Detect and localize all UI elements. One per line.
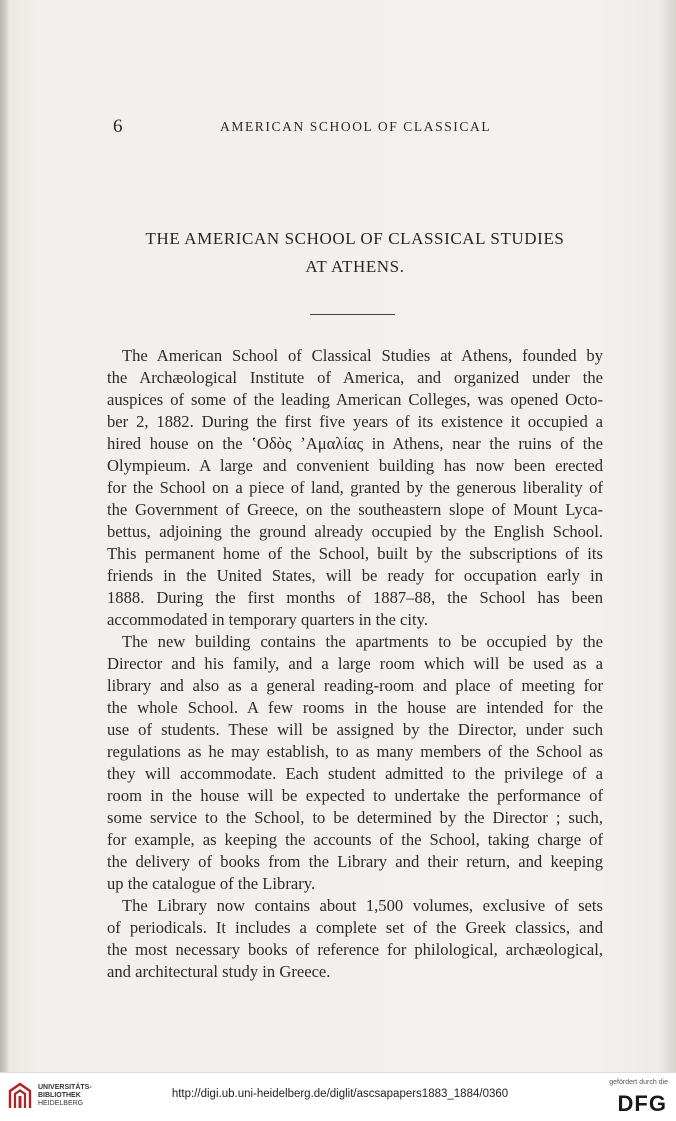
- dfg-logo: DFG: [617, 1091, 667, 1116]
- text-line: bettus, adjoining the ground already occupied by the English School.: [107, 522, 603, 541]
- text-line: up the catalogue of the Library.: [107, 874, 316, 893]
- text-line: The new building contains the apartments to be occupied by the: [122, 632, 603, 651]
- text-line: The American School of Classical Studies at Athens, founded by: [122, 346, 603, 365]
- text-line: Olympieum. A large and convenient building has now been erected: [107, 456, 603, 475]
- library-name-line: HEIDELBERG: [38, 1100, 84, 1107]
- text-line: accommodated in temporary quarters in the city.: [107, 610, 429, 629]
- text-line: for the School on a piece of land, granted by the generous liberality of: [107, 478, 603, 497]
- text-line: the whole School. A few rooms in the house are intended for the: [107, 698, 603, 717]
- library-name-line: UNIVERSITÄTS-: [38, 1084, 92, 1091]
- text-line: some service to the School, to be determined by the Director ; such,: [107, 808, 603, 827]
- title-rule: [310, 314, 395, 315]
- text-line: and architectural study in Greece.: [107, 962, 331, 981]
- running-head: AMERICAN SCHOOL OF CLASSICAL: [220, 119, 492, 134]
- text-line: the most necessary books of reference for philological, archæological,: [107, 940, 603, 959]
- text-line: hired house on the ʽΟδὸς ʼΑμαλίας in Athens, near the ruins of the: [107, 434, 603, 453]
- text-line: This permanent home of the School, built by the subscriptions of its: [107, 544, 603, 563]
- page-number: 6: [113, 116, 123, 137]
- library-name: [38, 1084, 92, 1108]
- text-line: auspices of some of the leading American Colleges, was opened Octo-: [107, 390, 603, 409]
- text-line: regulations as he may establish, to as many members of the School as: [107, 742, 603, 761]
- text-line: library and also as a general reading-room and place of meeting for: [107, 676, 603, 695]
- text-line: the Government of Greece, on the southeastern slope of Mount Lyca-: [107, 500, 603, 519]
- text-line: Director and his family, and a large room which will be used as a: [107, 654, 603, 673]
- permalink-url[interactable]: http://digi.ub.uni-heidelberg.de/diglit/ascsapapers1883_1884/0360: [171, 1088, 509, 1100]
- viewer-footer: [0, 1072, 676, 1121]
- text-line: for example, as keeping the accounts of the School, taking charge of: [107, 830, 603, 849]
- page-subtitle: AT ATHENS.: [305, 257, 405, 276]
- funded-by-label: gefördert durch die: [609, 1079, 668, 1086]
- text-line: friends in the United States, will be ready for occupation early in: [107, 566, 603, 585]
- text-line: 1888. During the first months of 1887–88, the School has been: [107, 588, 603, 607]
- text-line: the delivery of books from the Library and their return, and keeping: [107, 852, 603, 871]
- text-line: ber 2, 1882. During the first five years of its existence it occupied a: [107, 412, 603, 431]
- text-line: The Library now contains about 1,500 volumes, exclusive of sets: [122, 896, 603, 915]
- library-name-line: BIBLIOTHEK: [38, 1092, 81, 1099]
- spine-shadow: [0, 0, 10, 1072]
- text-line: room in the house will be expected to undertake the performance of: [107, 786, 603, 805]
- text-line: they will accommodate. Each student admitted to the privilege of a: [107, 764, 603, 783]
- text-line: use of students. These will be assigned by the Director, under such: [107, 720, 603, 739]
- text-line: the Archæological Institute of America, and organized under the: [107, 368, 603, 387]
- text-line: of periodicals. It includes a complete set of the Greek classics, and: [107, 918, 603, 937]
- university-library-logo-icon: [7, 1082, 33, 1110]
- page-title: THE AMERICAN SCHOOL OF CLASSICAL STUDIES: [145, 229, 565, 248]
- page-header: [0, 116, 676, 140]
